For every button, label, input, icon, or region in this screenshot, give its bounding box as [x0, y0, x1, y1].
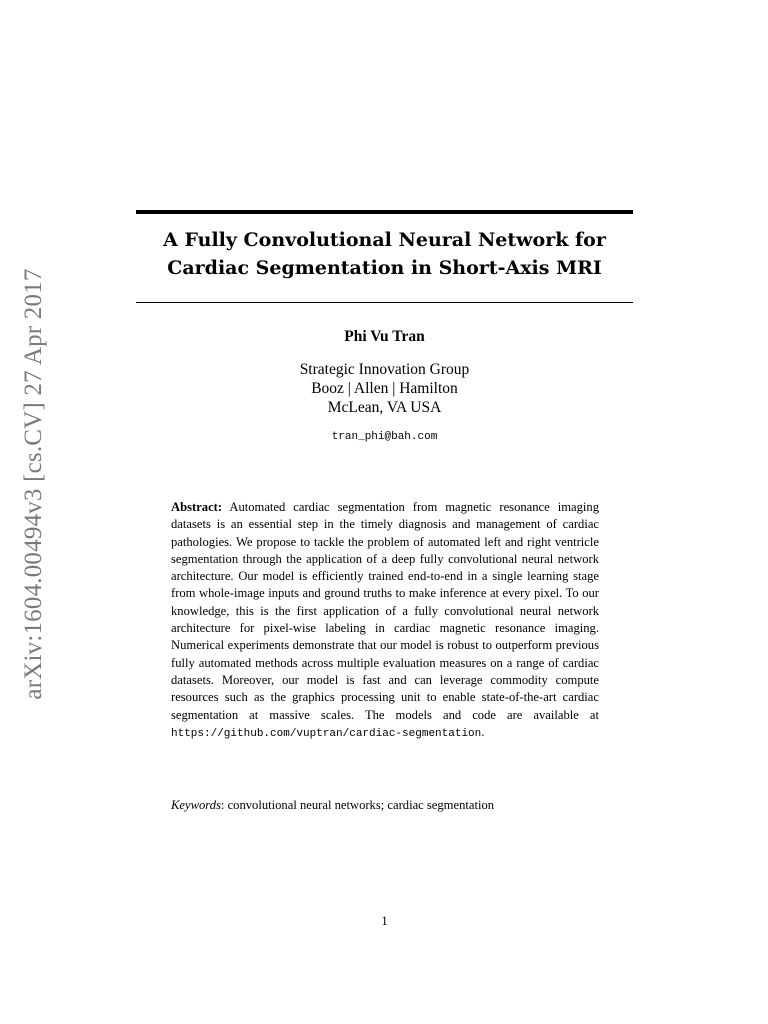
- page-number: 1: [381, 914, 388, 928]
- abstract-body: Automated cardiac segmentation from magnetic resonance imaging datasets is an essential step in the timely diagnosis and management of cardiac pathologies. We propose to tackle the problem of automated left and right ventricle segmentation through the application of a deep fully convolutional neural network architecture. Our model is efficiently trained end-to-end in a single learning stage from whole-image inputs and ground truths to make inference at every pixel. To our knowledge, this is the first application of a fully convolutional neural network architecture for pixel-wise labeling in cardiac magnetic resonance imaging. Numerical experiments demonstrate that our model is robust to outperform previous fully automated methods across multiple evaluation measures on a range of cardiac datasets. Moreover, our model is fast and can leverage commodity compute resources such as the graphics processing unit to enable state-of-the-art cardiac segmentation at massive scales. The models and code are available at: [171, 500, 599, 722]
- author-email[interactable]: tran_phi@bah.com: [331, 431, 438, 443]
- affiliation-location: McLean, VA USA: [327, 399, 442, 416]
- code-repository-link[interactable]: https://github.com/vuptran/cardiac-segmentation: [171, 727, 482, 740]
- paper-title-line-1: A Fully Convolutional Neural Network for: [163, 229, 606, 251]
- affiliation-company: Booz | Allen | Hamilton: [311, 380, 458, 397]
- arxiv-identifier-stamp: arXiv:1604.00494v3 [cs.CV] 27 Apr 2017: [20, 268, 47, 700]
- abstract-label: Abstract:: [171, 500, 223, 514]
- title-top-rule: [136, 210, 633, 214]
- keywords: [171, 798, 599, 813]
- abstract: [171, 499, 599, 743]
- keywords-label: Keywords: [171, 798, 221, 812]
- paper-title: [136, 226, 633, 282]
- affiliation-group: Strategic Innovation Group: [299, 361, 470, 378]
- abstract-end-punctuation: .: [481, 724, 485, 739]
- author-name: Phi Vu Tran: [344, 328, 425, 345]
- paper-title-line-2: Cardiac Segmentation in Short-Axis MRI: [167, 257, 602, 279]
- title-bottom-rule: [136, 302, 633, 303]
- keywords-list: : convolutional neural networks; cardiac segmentation: [220, 798, 495, 812]
- author-affiliation: [136, 360, 633, 417]
